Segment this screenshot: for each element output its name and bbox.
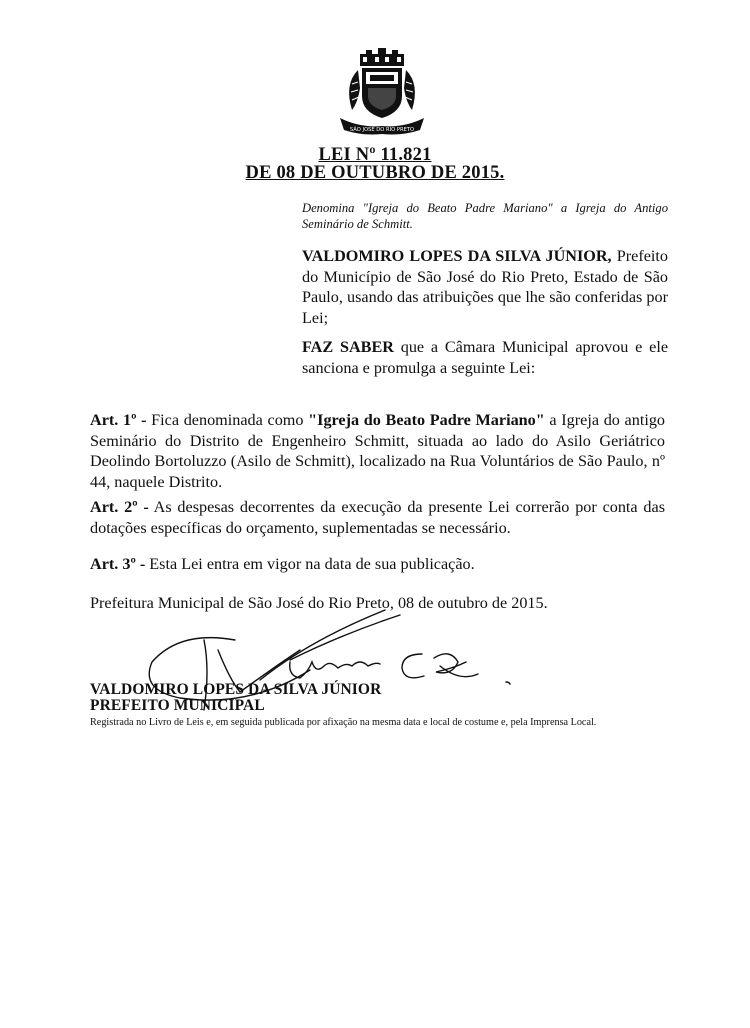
signatory-name: VALDOMIRO LOPES DA SILVA JÚNIOR [90,681,382,698]
article-1 [90,410,665,492]
article-3 [90,554,665,575]
article-label: Art. 2º - [90,498,149,516]
faz-saber-text: que a Câmara Municipal aprovou e ele sanciona e promulga a seguinte Lei: [302,338,668,377]
article-label: Art. 3º - [90,555,146,573]
svg-text:SÃO JOSÉ DO RIO PRETO: SÃO JOSÉ DO RIO PRETO [349,127,415,133]
law-number: LEI Nº 11.821 [318,145,432,165]
registration-note: Registrada no Livro de Leis e, em seguida publicada por afixação na mesma data e local de costume e, pela Imprensa Local. [90,717,597,728]
preamble-paragraph [302,246,668,328]
article-label: Art. 1º - [90,411,147,429]
article-text: Esta Lei entra em vigor na data de sua publicação. [145,555,475,573]
preamble-text: Prefeito do Município de São José do Rio Preto, Estado de São Paulo, usando das atribuições que lhe são conferidas por Lei; [302,247,669,327]
article-text: As despesas decorrentes da execução da presente Lei correrão por conta das dotações específicas do orçamento, suplementadas se necessário. [90,498,665,537]
faz-saber-paragraph [302,337,668,378]
faz-saber-label: FAZ SABER [302,338,394,356]
article-2 [90,497,665,538]
signatory-role: PREFEITO MUNICIPAL [90,697,265,714]
law-date: DE 08 DE OUTUBRO DE 2015. [245,163,505,183]
place-and-date: Prefeitura Municipal de São José do Rio Preto, 08 de outubro de 2015. [90,594,548,612]
church-name: "Igreja do Beato Padre Mariano" [308,411,545,429]
article-text: Fica denominada como [146,411,309,429]
law-summary: Denomina "Igreja do Beato Padre Mariano" a Igreja do Antigo Seminário de Schmitt. [302,201,668,231]
mayor-name: VALDOMIRO LOPES DA SILVA JÚNIOR, [302,247,612,265]
article-text: a Igreja do antigo Seminário do Distrito de Engenheiro Schmitt, situada ao lado do Asilo Geriátrico Deolindo Bortoluzzo (Asilo de Schmitt), localizado na Rua Voluntários de São Paulo, nº 44, naquele Distrito. [90,411,666,491]
coat-of-arms-logo [330,44,434,136]
